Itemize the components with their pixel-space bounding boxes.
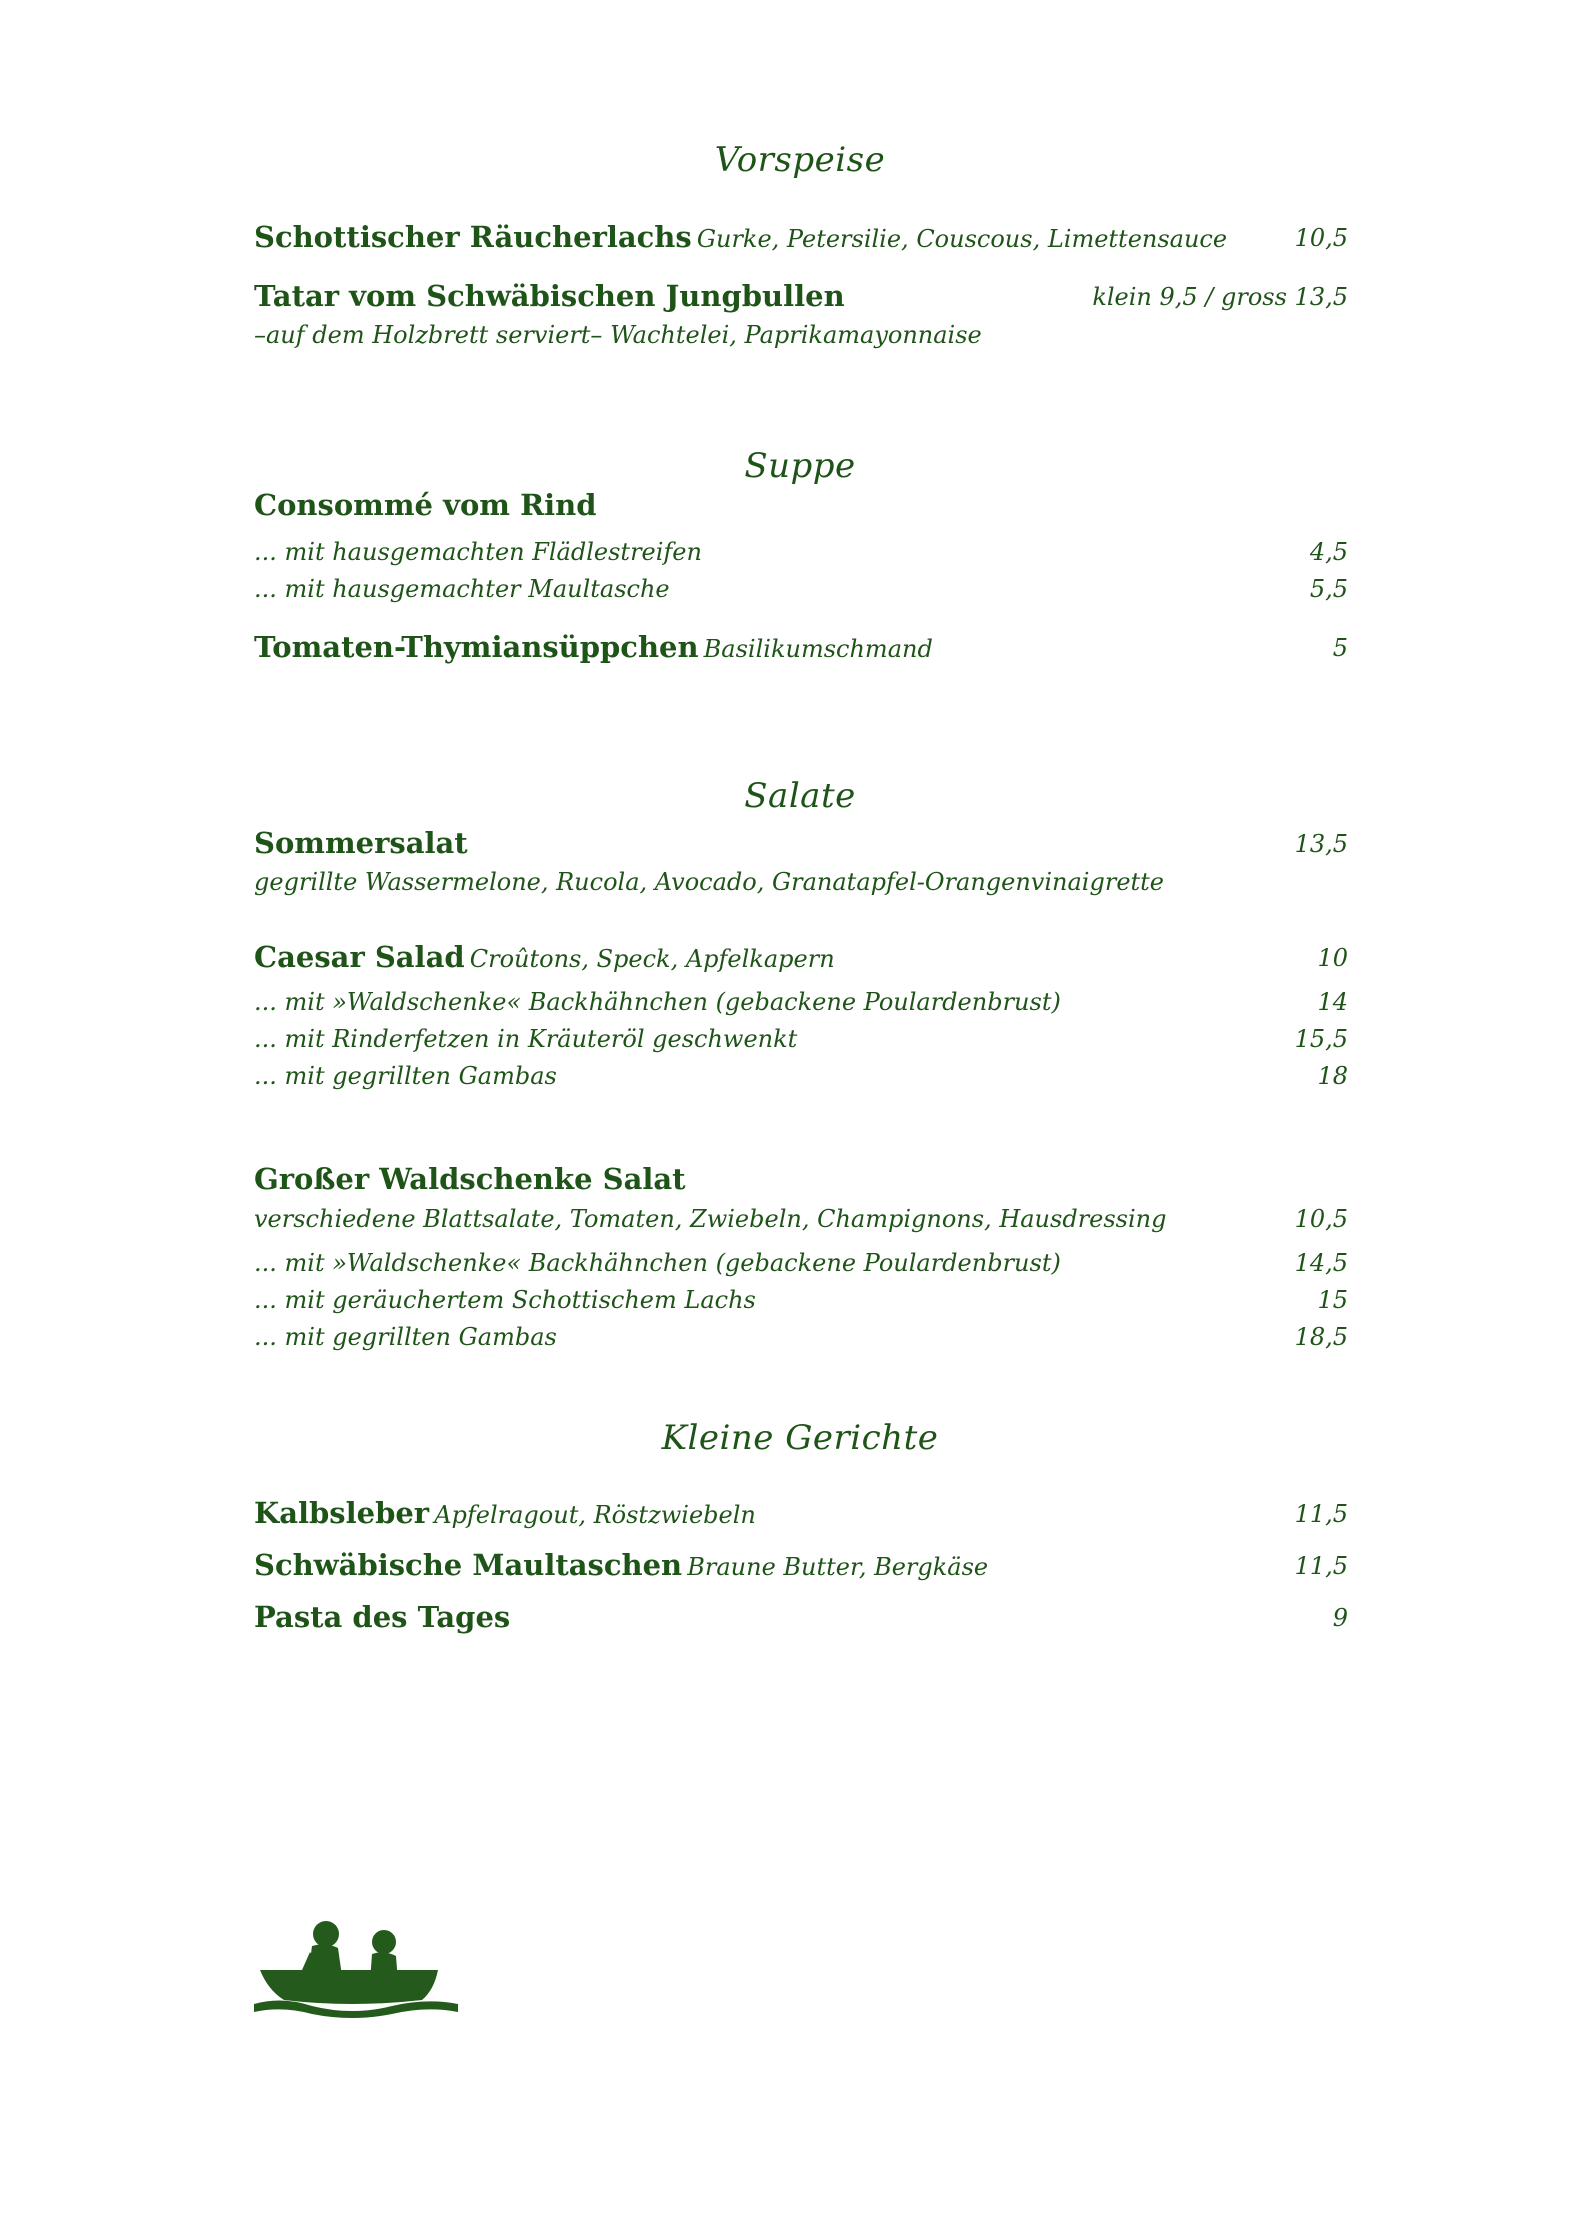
dish-variant: [254, 575, 1348, 609]
dish-name: Tatar vom Schwäbischen Jungbullen: [254, 279, 845, 313]
dish-variant: [254, 988, 1348, 1022]
variant-description: ... mit gegrillten Gambas: [254, 1323, 557, 1351]
section-title-suppe: Suppe: [744, 446, 856, 486]
dish-note-row: [254, 321, 1348, 355]
dish-price: 11,5: [1294, 1500, 1348, 1528]
dish-note: gegrillte Wassermelone, Rucola, Avocado, Granatapfel-Orangenvinaigrette: [254, 868, 1165, 896]
dish-price: 10,5: [1294, 1205, 1348, 1233]
menu-item: [254, 630, 1348, 670]
dish-name: Kalbsleber: [254, 1496, 430, 1530]
dish-price: klein 9,5 / gross 13,5: [1092, 283, 1348, 311]
dish-name: Schottischer Räucherlachs: [254, 220, 692, 254]
variant-price: 4,5: [1309, 538, 1348, 566]
variant-description: ... mit geräuchertem Schottischem Lachs: [254, 1286, 756, 1314]
variant-description: ... mit »Waldschenke« Backhähnchen (gebackene Poulardenbrust): [254, 1249, 1061, 1277]
variant-price: 5,5: [1309, 575, 1348, 603]
dish-variant: [254, 1286, 1348, 1320]
variant-price: 14: [1317, 988, 1348, 1016]
menu-item: [254, 1600, 1348, 1640]
dish-variant: [254, 1323, 1348, 1357]
dish-name: Sommersalat: [254, 826, 468, 860]
dish-note: verschiedene Blattsalate, Tomaten, Zwiebeln, Champignons, Hausdressing: [254, 1205, 1167, 1233]
boat-with-two-people-icon: [252, 1918, 462, 2028]
dish-price: 11,5: [1294, 1552, 1348, 1580]
variant-price: 18,5: [1294, 1323, 1348, 1351]
dish-name: Caesar Salad: [254, 940, 465, 974]
dish-variant: [254, 1062, 1348, 1096]
dish-name: Schwäbische Maultaschen: [254, 1548, 683, 1582]
dish-variant: [254, 538, 1348, 572]
dish-variant: [254, 1249, 1348, 1283]
dish-price: 10: [1317, 944, 1348, 972]
dish-price: 13,5: [1294, 830, 1348, 858]
variant-description: ... mit »Waldschenke« Backhähnchen (gebackene Poulardenbrust): [254, 988, 1061, 1016]
dish-note-row: [254, 1205, 1348, 1239]
dish-description: Gurke, Petersilie, Couscous, Limettensauce: [696, 225, 1228, 253]
dish-description: Braune Butter, Bergkäse: [687, 1553, 989, 1581]
dish-note-row: [254, 868, 1348, 902]
menu-item: [254, 1162, 1348, 1202]
variant-price: 18: [1317, 1062, 1348, 1090]
menu-item: [254, 1548, 1348, 1588]
dish-name: Tomaten-Thymiansüppchen: [254, 630, 699, 664]
menu-item: [254, 940, 1348, 980]
variant-price: 15,5: [1294, 1025, 1348, 1053]
variant-description: ... mit hausgemachten Flädlestreifen: [254, 538, 702, 566]
menu-item: [254, 1496, 1348, 1536]
variant-description: ... mit hausgemachter Maultasche: [254, 575, 670, 603]
variant-price: 14,5: [1294, 1249, 1348, 1277]
section-title-salate: Salate: [744, 776, 856, 816]
menu-item: [254, 220, 1348, 260]
dish-variant: [254, 1025, 1348, 1059]
dish-name: Pasta des Tages: [254, 1600, 511, 1634]
menu-item: [254, 488, 1348, 528]
menu-item: [254, 826, 1348, 866]
section-title-vorspeise: Vorspeise: [714, 140, 886, 180]
dish-description: Basilikumschmand: [703, 635, 933, 663]
dish-price: 5: [1332, 634, 1348, 662]
dish-note: –auf dem Holzbrett serviert– Wachtelei, Paprikamayonnaise: [254, 321, 982, 349]
section-title-kleine-gerichte: Kleine Gerichte: [661, 1418, 939, 1458]
variant-price: 15: [1317, 1286, 1348, 1314]
variant-description: ... mit gegrillten Gambas: [254, 1062, 557, 1090]
menu-item: [254, 279, 1348, 319]
variant-description: ... mit Rinderfetzen in Kräuteröl geschwenkt: [254, 1025, 798, 1053]
dish-description: Apfelragout, Röstzwiebeln: [434, 1501, 756, 1529]
dish-price: 9: [1332, 1604, 1348, 1632]
dish-description: Croûtons, Speck, Apfelkapern: [469, 945, 835, 973]
dish-price: 10,5: [1294, 224, 1348, 252]
dish-name: Consommé vom Rind: [254, 488, 597, 522]
dish-name: Großer Waldschenke Salat: [254, 1162, 686, 1196]
